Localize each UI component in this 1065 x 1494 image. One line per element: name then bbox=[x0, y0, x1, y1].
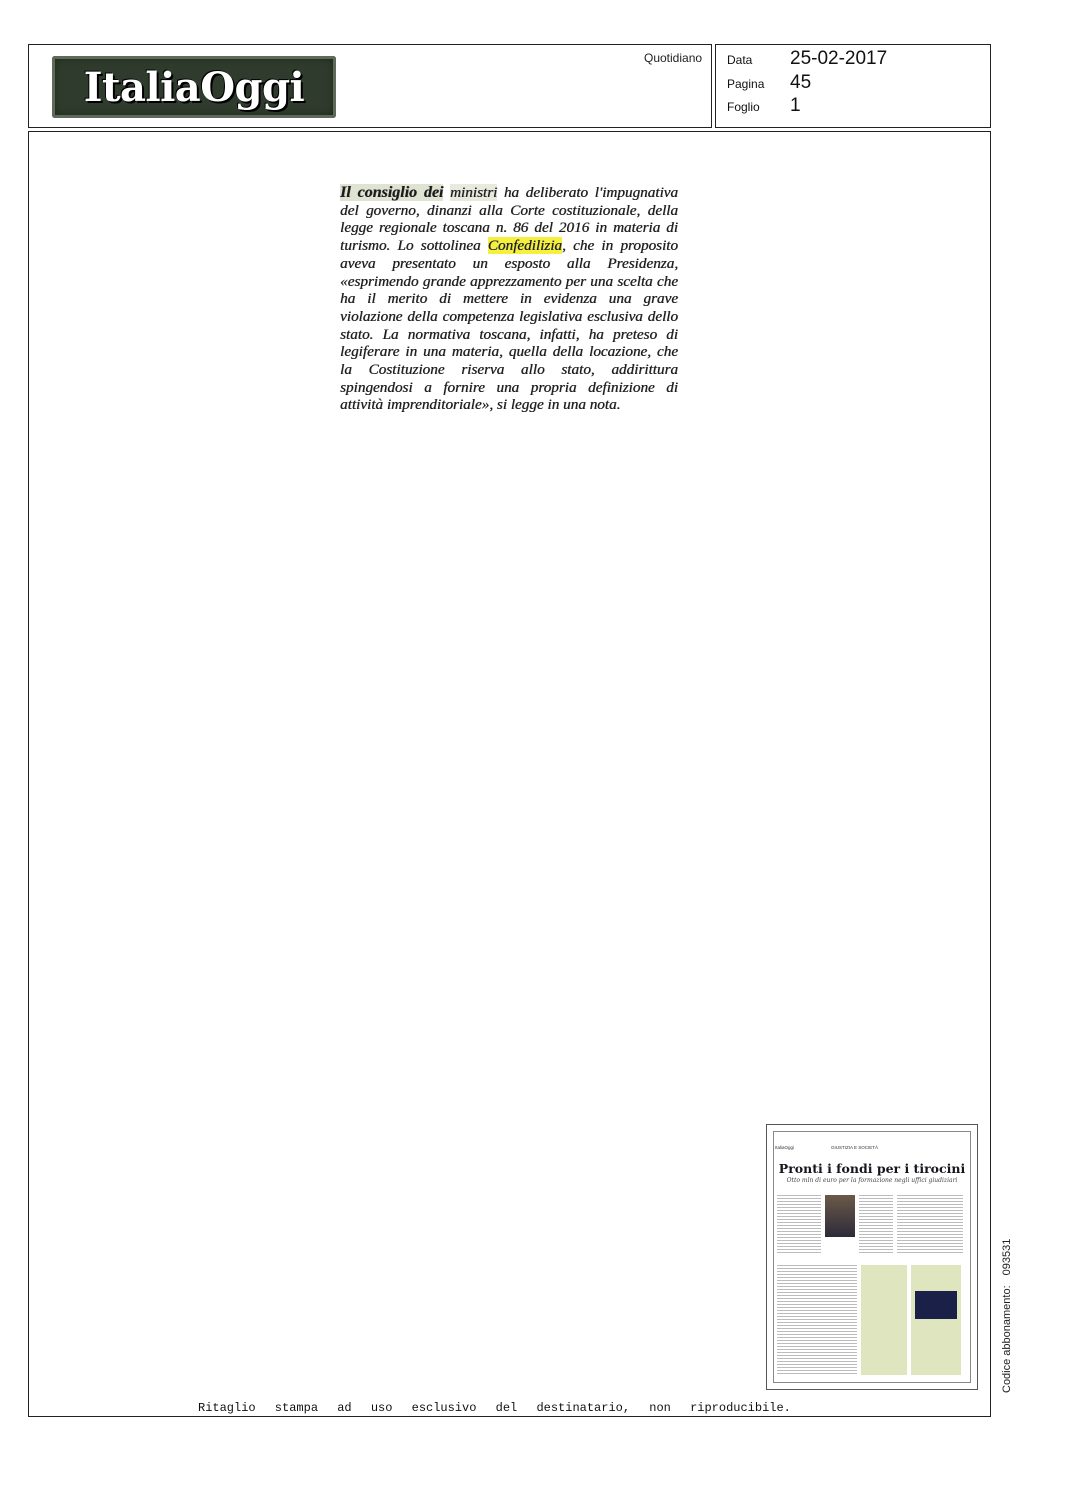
subscription-code bbox=[1001, 1239, 1013, 1393]
subscription-value: 093531 bbox=[1001, 1238, 1013, 1276]
publication-type: Quotidiano bbox=[644, 51, 703, 65]
highlighted-keyword: Confedilizia bbox=[487, 237, 563, 255]
thumbnail-column bbox=[777, 1195, 821, 1255]
footer-notice: Ritaglio stampa ad uso esclusivo del destinatario, non riproducibile. bbox=[198, 1401, 791, 1415]
subscription-label: Codice abbonamento: bbox=[1001, 1285, 1013, 1393]
date-label: Data bbox=[727, 53, 753, 67]
thumbnail-photo bbox=[825, 1195, 855, 1237]
thumbnail-dark-box bbox=[915, 1291, 957, 1319]
logo-text: ItaliaOggi bbox=[83, 63, 305, 111]
page-thumbnail bbox=[766, 1124, 978, 1390]
thumbnail-column bbox=[897, 1195, 963, 1255]
sheet-label: Foglio bbox=[727, 100, 760, 114]
thumbnail-headline: Pronti i fondi per i tirocini bbox=[778, 1161, 966, 1176]
sheet-value: 1 bbox=[790, 95, 801, 116]
thumbnail-green-box bbox=[911, 1265, 961, 1375]
thumbnail-section: GIUSTIZIA E SOCIETÀ bbox=[831, 1145, 879, 1150]
page-label: Pagina bbox=[727, 77, 765, 91]
date-value: 25-02-2017 bbox=[790, 48, 888, 69]
article-clipping bbox=[340, 184, 678, 414]
page-value: 45 bbox=[790, 72, 812, 93]
article-text-2: , che in proposito aveva presentato un esposto alla Presidenza, «esprimendo grande apprezzamento per una scelta che ha il merito di mettere in evidenza una grave violazione della competenza legislativa esclusiva dello stato. La normativa toscana, infatti, ha preteso di legiferare in una materia, quella della locazione, che la Costituzione riserva allo stato, addirittura spingendosi a fornire una propria definizione di attività imprenditoriale», si legge in una nota. bbox=[340, 237, 678, 414]
newspaper-logo bbox=[52, 56, 336, 118]
article-lead: Il consiglio dei bbox=[340, 184, 444, 201]
thumbnail-subheadline: Otto mln di euro per la formazione negli uffici giudiziari bbox=[786, 1177, 958, 1184]
article-text-1: ha deliberato l'impugnativa del governo, dinanzi alla Corte costituzionale, della legge regionale toscana n. 86 del 2016 in materia di turismo. Lo sottolinea bbox=[340, 184, 679, 255]
thumbnail-green-box bbox=[861, 1265, 907, 1375]
thumbnail-column bbox=[859, 1195, 893, 1255]
thumbnail-masthead: ItaliaOggi bbox=[775, 1145, 795, 1150]
thumbnail-column bbox=[777, 1265, 857, 1375]
article-lead-2: ministri bbox=[449, 184, 498, 201]
